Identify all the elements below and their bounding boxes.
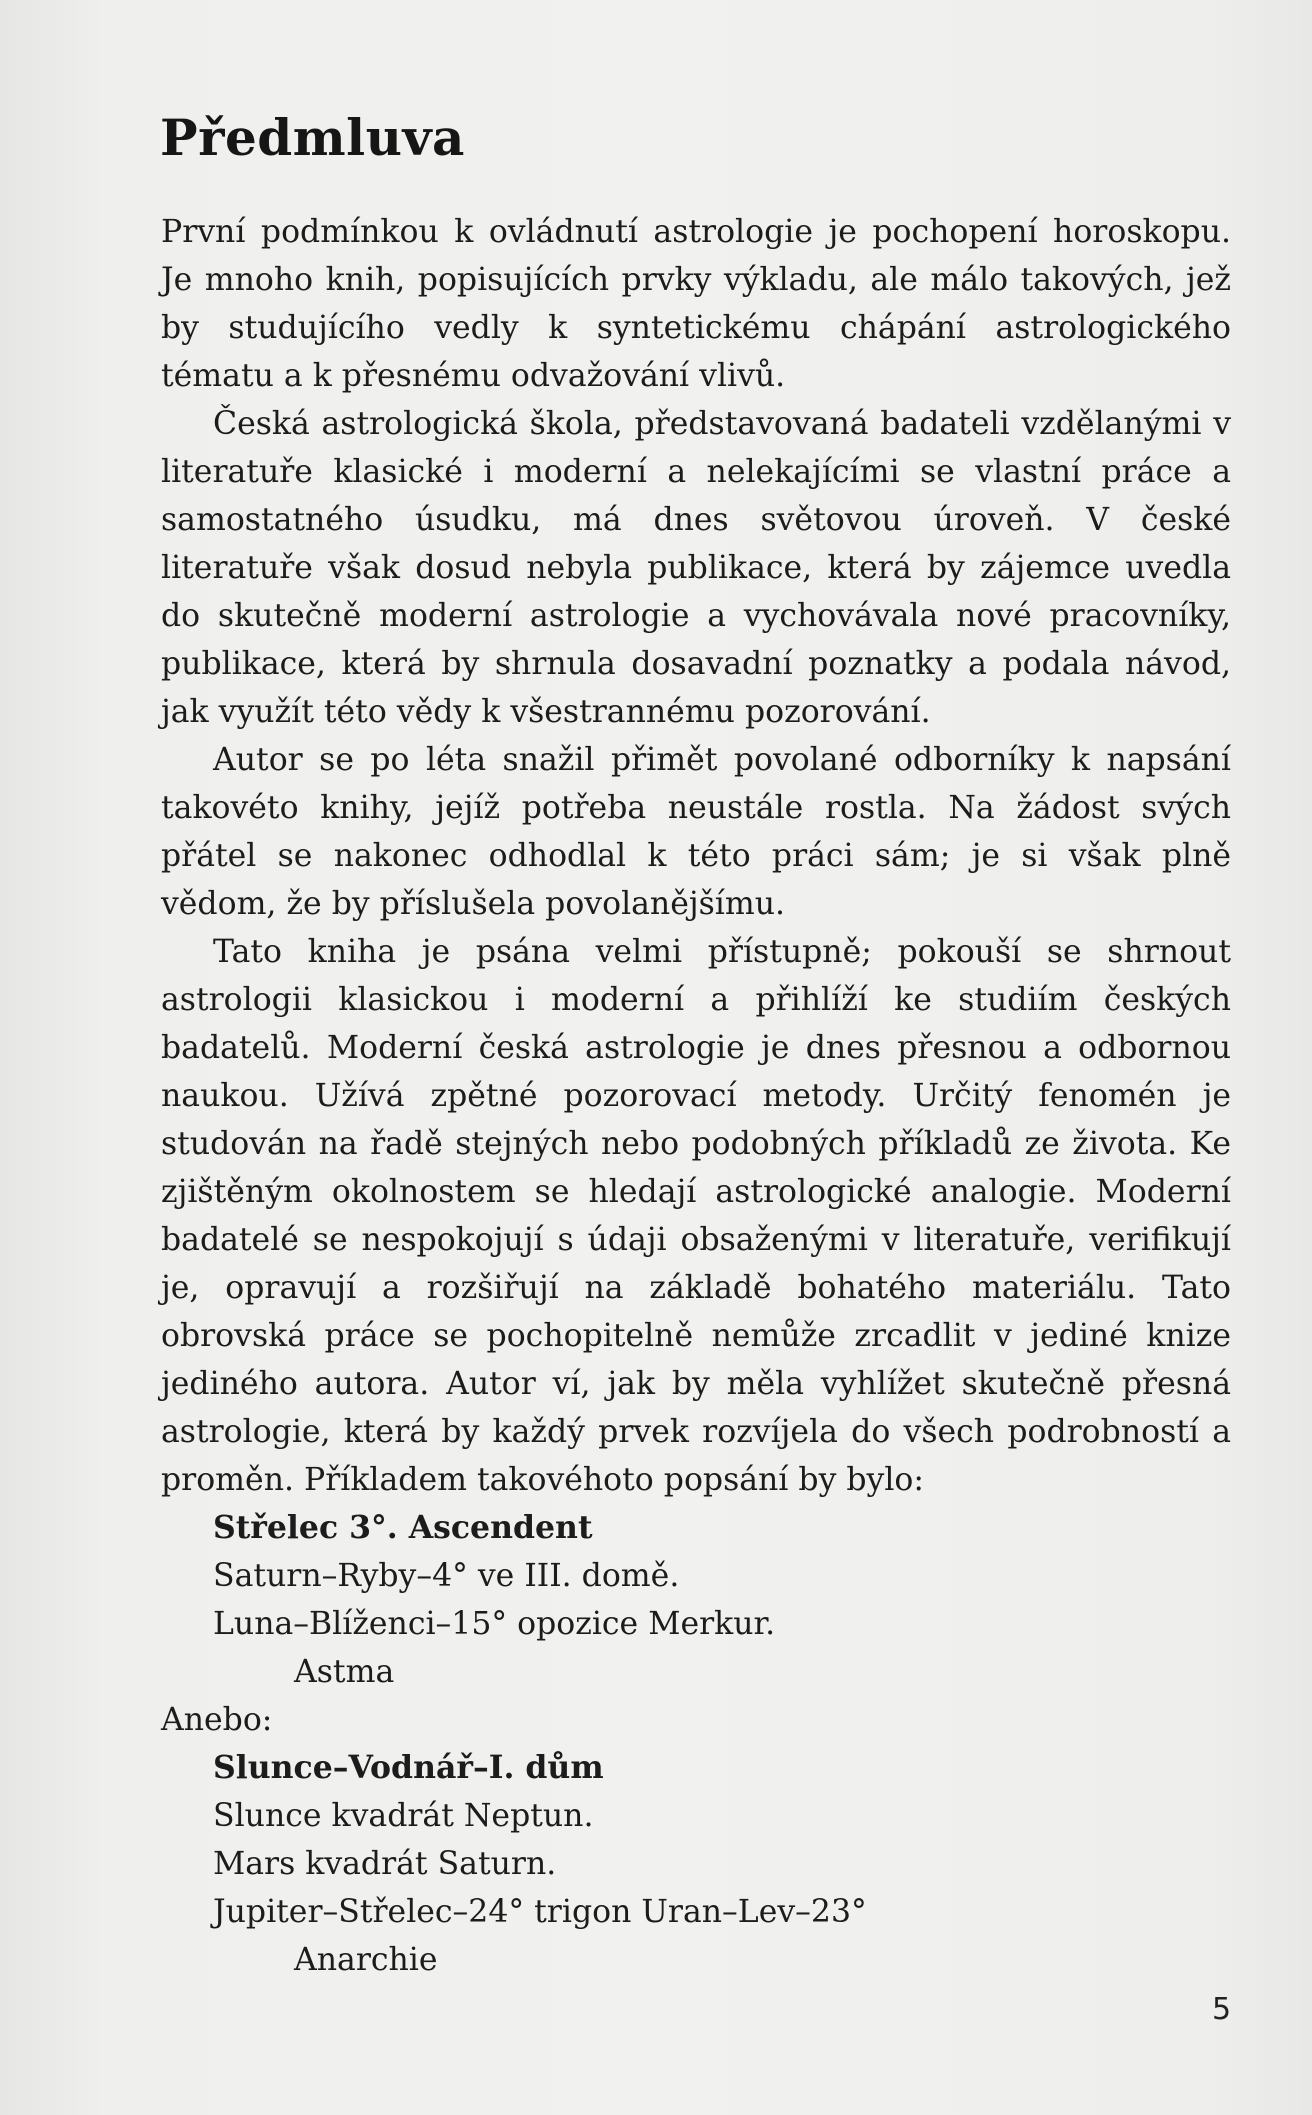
example-2-result: Anarchie [294, 1942, 438, 1978]
example-1-result: Astma [294, 1654, 395, 1690]
example-2-line-1: Slunce kvadrát Neptun. [213, 1798, 594, 1834]
paragraph-2: Česká astrologická škola, představovaná badateli vzdělanými v literatuře klasické i moderní a nelekajícími se vlastní práce a samostatného úsudku, má dnes světovou úroveň. V české literatuře však dosud nebyla publikace, která by zájemce uvedla do skutečně moderní astrologie a vychovávala nové pracovníky, publikace, která by shrnula dosavadní poznatky a podala návod, jak využít této vědy k všestrannému pozorování. [161, 406, 1231, 730]
example-1-line-1: Saturn–Ryby–4° ve III. domě. [213, 1558, 680, 1594]
page-number: 5 [1212, 1992, 1232, 2027]
paragraph-4: Tato kniha je psána velmi přístupně; pokouší se shrnout astrologii klasickou i moderní a přihlíží ke studiím českých badatelů. Moderní česká astrologie je dnes přesnou a odbornou naukou. Užívá zpětné pozorovací metody. Určitý fenomén je studován na řadě stejných nebo podobných příkladů ze života. Ke zjištěným okolnostem se hledají astrologické analogie. Moderní badatelé se nespokojují s údaji obsaženými v literatuře, verifikují je, opravují a rozšiřují na základě bohatého materiálu. Tato obrovská práce se pochopitelně nemůže zrcadlit v jediné knize jediného autora. Autor ví, jak by měla vyhlížet skutečně přesná astrologie, která by každý prvek rozvíjela do všech podrobností a proměn. Příkladem takovéhoto popsání by bylo: [161, 934, 1231, 1498]
example-1-line-2: Luna–Blíženci–15° opozice Merkur. [213, 1606, 776, 1642]
body-text [161, 208, 1231, 1984]
page-title: Předmluva [160, 108, 465, 167]
paragraph-3: Autor se po léta snažil přimět povolané odborníky k napsání takovéto knihy, jejíž potřeba neustále rostla. Na žádost svých přátel se nakonec odhodlal k této práci sám; je si však plně vědom, že by příslušela povolanějšímu. [161, 742, 1231, 922]
example-2-line-2: Mars kvadrát Saturn. [213, 1846, 557, 1882]
example-2-line-3: Jupiter–Střelec–24° trigon Uran–Lev–23° [213, 1894, 867, 1930]
connector-text: Anebo: [161, 1702, 273, 1738]
paragraph-1: První podmínkou k ovládnutí astrologie je pochopení horoskopu. Je mnoho knih, popisujících prvky výkladu, ale málo takových, jež by studujícího vedly k syntetickému chápání astrologického tématu a k přesnému odvažování vlivů. [161, 214, 1231, 394]
example-1-heading: Střelec 3°. Ascendent [213, 1509, 593, 1546]
example-2-heading: Slunce–Vodnář–I. dům [213, 1749, 604, 1786]
